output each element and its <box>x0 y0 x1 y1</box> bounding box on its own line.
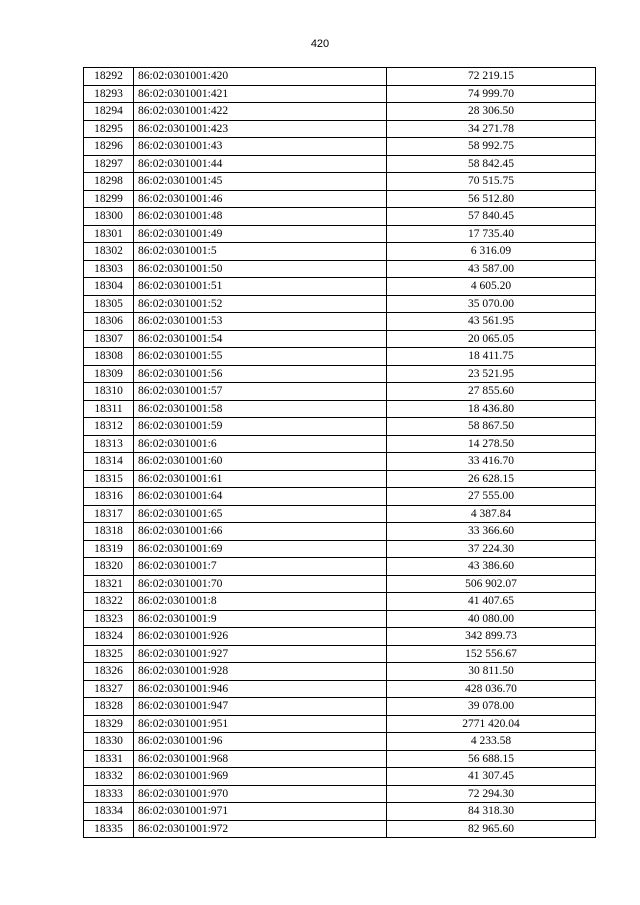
cadastral-number-cell: 86:02:0301001:970 <box>134 785 387 803</box>
value-cell: 33 366.60 <box>387 523 596 541</box>
value-cell: 72 294.30 <box>387 785 596 803</box>
table-row <box>84 190 596 208</box>
value-cell: 56 512.80 <box>387 190 596 208</box>
cadastral-number-cell: 86:02:0301001:54 <box>134 330 387 348</box>
value-cell: 56 688.15 <box>387 750 596 768</box>
value-cell: 14 278.50 <box>387 435 596 453</box>
table-row <box>84 575 596 593</box>
cadastral-number-cell: 86:02:0301001:53 <box>134 313 387 331</box>
row-number-cell: 18296 <box>84 138 134 156</box>
value-cell: 23 521.95 <box>387 365 596 383</box>
cadastral-number-cell: 86:02:0301001:64 <box>134 488 387 506</box>
table-row <box>84 505 596 523</box>
table-row <box>84 120 596 138</box>
value-cell: 43 386.60 <box>387 558 596 576</box>
cadastral-number-cell: 86:02:0301001:947 <box>134 698 387 716</box>
value-cell: 4 605.20 <box>387 278 596 296</box>
value-cell: 41 307.45 <box>387 768 596 786</box>
row-number-cell: 18308 <box>84 348 134 366</box>
table-row <box>84 663 596 681</box>
table-row <box>84 85 596 103</box>
row-number-cell: 18333 <box>84 785 134 803</box>
cadastral-number-cell: 86:02:0301001:70 <box>134 575 387 593</box>
page-number: 420 <box>310 38 330 50</box>
cadastral-number-cell: 86:02:0301001:951 <box>134 715 387 733</box>
row-number-cell: 18322 <box>84 593 134 611</box>
value-cell: 58 842.45 <box>387 155 596 173</box>
table-row <box>84 225 596 243</box>
cadastral-number-cell: 86:02:0301001:44 <box>134 155 387 173</box>
cadastral-number-cell: 86:02:0301001:968 <box>134 750 387 768</box>
value-cell: 342 899.73 <box>387 628 596 646</box>
value-cell: 30 811.50 <box>387 663 596 681</box>
row-number-cell: 18325 <box>84 645 134 663</box>
cadastral-number-cell: 86:02:0301001:927 <box>134 645 387 663</box>
row-number-cell: 18304 <box>84 278 134 296</box>
value-cell: 34 271.78 <box>387 120 596 138</box>
cadastral-number-cell: 86:02:0301001:58 <box>134 400 387 418</box>
cadastral-number-cell: 86:02:0301001:65 <box>134 505 387 523</box>
cadastral-number-cell: 86:02:0301001:51 <box>134 278 387 296</box>
cadastral-number-cell: 86:02:0301001:971 <box>134 803 387 821</box>
value-cell: 4 387.84 <box>387 505 596 523</box>
row-number-cell: 18306 <box>84 313 134 331</box>
value-cell: 82 965.60 <box>387 820 596 838</box>
row-number-cell: 18331 <box>84 750 134 768</box>
value-cell: 17 735.40 <box>387 225 596 243</box>
cadastral-number-cell: 86:02:0301001:9 <box>134 610 387 628</box>
cadastral-number-cell: 86:02:0301001:420 <box>134 68 387 86</box>
table-row <box>84 383 596 401</box>
value-cell: 152 556.67 <box>387 645 596 663</box>
row-number-cell: 18293 <box>84 85 134 103</box>
value-cell: 43 587.00 <box>387 260 596 278</box>
table-row <box>84 208 596 226</box>
value-cell: 40 080.00 <box>387 610 596 628</box>
cadastral-number-cell: 86:02:0301001:423 <box>134 120 387 138</box>
value-cell: 84 318.30 <box>387 803 596 821</box>
row-number-cell: 18332 <box>84 768 134 786</box>
cadastral-number-cell: 86:02:0301001:55 <box>134 348 387 366</box>
row-number-cell: 18326 <box>84 663 134 681</box>
cadastral-number-cell: 86:02:0301001:66 <box>134 523 387 541</box>
value-cell: 72 219.15 <box>387 68 596 86</box>
table-row <box>84 820 596 838</box>
row-number-cell: 18314 <box>84 453 134 471</box>
table-row <box>84 103 596 121</box>
row-number-cell: 18305 <box>84 295 134 313</box>
table-row <box>84 418 596 436</box>
cadastral-number-cell: 86:02:0301001:61 <box>134 470 387 488</box>
cadastral-number-cell: 86:02:0301001:69 <box>134 540 387 558</box>
cadastral-number-cell: 86:02:0301001:928 <box>134 663 387 681</box>
table-row <box>84 295 596 313</box>
value-cell: 27 555.00 <box>387 488 596 506</box>
row-number-cell: 18328 <box>84 698 134 716</box>
row-number-cell: 18300 <box>84 208 134 226</box>
table-row <box>84 365 596 383</box>
row-number-cell: 18315 <box>84 470 134 488</box>
table-row <box>84 558 596 576</box>
table-row <box>84 470 596 488</box>
value-cell: 58 867.50 <box>387 418 596 436</box>
row-number-cell: 18295 <box>84 120 134 138</box>
row-number-cell: 18302 <box>84 243 134 261</box>
table-row <box>84 138 596 156</box>
cadastral-number-cell: 86:02:0301001:59 <box>134 418 387 436</box>
value-cell: 27 855.60 <box>387 383 596 401</box>
value-cell: 41 407.65 <box>387 593 596 611</box>
value-cell: 58 992.75 <box>387 138 596 156</box>
cadastral-value-table <box>83 67 596 838</box>
table-row <box>84 715 596 733</box>
table-row <box>84 313 596 331</box>
cadastral-number-cell: 86:02:0301001:52 <box>134 295 387 313</box>
cadastral-number-cell: 86:02:0301001:96 <box>134 733 387 751</box>
cadastral-number-cell: 86:02:0301001:8 <box>134 593 387 611</box>
row-number-cell: 18329 <box>84 715 134 733</box>
table-row <box>84 435 596 453</box>
cadastral-number-cell: 86:02:0301001:421 <box>134 85 387 103</box>
table-row <box>84 540 596 558</box>
row-number-cell: 18324 <box>84 628 134 646</box>
row-number-cell: 18317 <box>84 505 134 523</box>
table-row <box>84 698 596 716</box>
cadastral-number-cell: 86:02:0301001:926 <box>134 628 387 646</box>
value-cell: 2771 420.04 <box>387 715 596 733</box>
table-body <box>84 68 596 838</box>
table-row <box>84 610 596 628</box>
table-row <box>84 173 596 191</box>
row-number-cell: 18297 <box>84 155 134 173</box>
table-row <box>84 785 596 803</box>
table-row <box>84 155 596 173</box>
table-row <box>84 330 596 348</box>
value-cell: 37 224.30 <box>387 540 596 558</box>
value-cell: 57 840.45 <box>387 208 596 226</box>
table-row <box>84 645 596 663</box>
table-row <box>84 348 596 366</box>
row-number-cell: 18327 <box>84 680 134 698</box>
value-cell: 28 306.50 <box>387 103 596 121</box>
value-cell: 35 070.00 <box>387 295 596 313</box>
cadastral-number-cell: 86:02:0301001:422 <box>134 103 387 121</box>
cadastral-number-cell: 86:02:0301001:5 <box>134 243 387 261</box>
value-cell: 6 316.09 <box>387 243 596 261</box>
row-number-cell: 18330 <box>84 733 134 751</box>
cadastral-number-cell: 86:02:0301001:57 <box>134 383 387 401</box>
table-row <box>84 628 596 646</box>
row-number-cell: 18312 <box>84 418 134 436</box>
row-number-cell: 18311 <box>84 400 134 418</box>
cadastral-number-cell: 86:02:0301001:48 <box>134 208 387 226</box>
row-number-cell: 18292 <box>84 68 134 86</box>
cadastral-number-cell: 86:02:0301001:60 <box>134 453 387 471</box>
value-cell: 18 411.75 <box>387 348 596 366</box>
row-number-cell: 18318 <box>84 523 134 541</box>
table-row <box>84 278 596 296</box>
value-cell: 428 036.70 <box>387 680 596 698</box>
cadastral-number-cell: 86:02:0301001:56 <box>134 365 387 383</box>
row-number-cell: 18310 <box>84 383 134 401</box>
value-cell: 74 999.70 <box>387 85 596 103</box>
table-row <box>84 260 596 278</box>
cadastral-number-cell: 86:02:0301001:50 <box>134 260 387 278</box>
cadastral-number-cell: 86:02:0301001:969 <box>134 768 387 786</box>
row-number-cell: 18301 <box>84 225 134 243</box>
cadastral-number-cell: 86:02:0301001:972 <box>134 820 387 838</box>
row-number-cell: 18303 <box>84 260 134 278</box>
table-row <box>84 593 596 611</box>
row-number-cell: 18334 <box>84 803 134 821</box>
row-number-cell: 18319 <box>84 540 134 558</box>
cadastral-number-cell: 86:02:0301001:46 <box>134 190 387 208</box>
cadastral-number-cell: 86:02:0301001:45 <box>134 173 387 191</box>
row-number-cell: 18321 <box>84 575 134 593</box>
value-cell: 506 902.07 <box>387 575 596 593</box>
table-row <box>84 750 596 768</box>
table-row <box>84 68 596 86</box>
table-row <box>84 243 596 261</box>
row-number-cell: 18307 <box>84 330 134 348</box>
value-cell: 4 233.58 <box>387 733 596 751</box>
value-cell: 39 078.00 <box>387 698 596 716</box>
row-number-cell: 18313 <box>84 435 134 453</box>
table-row <box>84 733 596 751</box>
row-number-cell: 18299 <box>84 190 134 208</box>
row-number-cell: 18298 <box>84 173 134 191</box>
value-cell: 26 628.15 <box>387 470 596 488</box>
row-number-cell: 18294 <box>84 103 134 121</box>
row-number-cell: 18309 <box>84 365 134 383</box>
table-row <box>84 453 596 471</box>
row-number-cell: 18335 <box>84 820 134 838</box>
value-cell: 18 436.80 <box>387 400 596 418</box>
value-cell: 43 561.95 <box>387 313 596 331</box>
table-row <box>84 523 596 541</box>
table-row <box>84 768 596 786</box>
row-number-cell: 18316 <box>84 488 134 506</box>
cadastral-number-cell: 86:02:0301001:49 <box>134 225 387 243</box>
value-cell: 33 416.70 <box>387 453 596 471</box>
value-cell: 70 515.75 <box>387 173 596 191</box>
row-number-cell: 18320 <box>84 558 134 576</box>
cadastral-number-cell: 86:02:0301001:6 <box>134 435 387 453</box>
table-row <box>84 488 596 506</box>
cadastral-number-cell: 86:02:0301001:7 <box>134 558 387 576</box>
table-row <box>84 680 596 698</box>
table-row <box>84 803 596 821</box>
cadastral-number-cell: 86:02:0301001:946 <box>134 680 387 698</box>
cadastral-number-cell: 86:02:0301001:43 <box>134 138 387 156</box>
table-row <box>84 400 596 418</box>
value-cell: 20 065.05 <box>387 330 596 348</box>
row-number-cell: 18323 <box>84 610 134 628</box>
